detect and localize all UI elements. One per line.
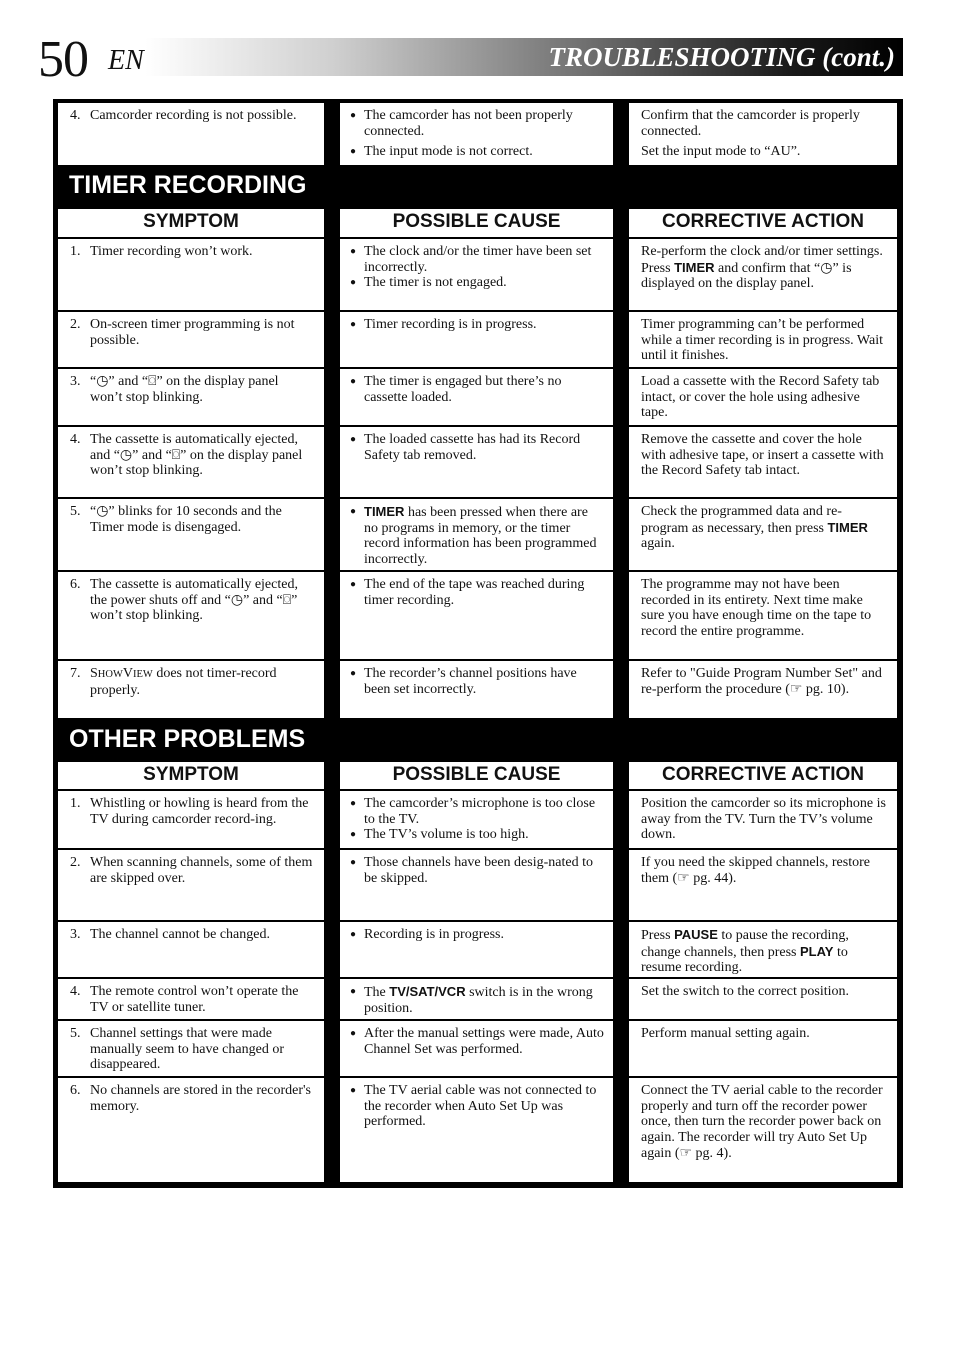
action-part: Press — [641, 260, 675, 276]
cause-item: ● The clock and/or the timer have been set incorrectly. — [350, 244, 605, 275]
action-text — [641, 260, 889, 292]
table-row-cause — [340, 1078, 613, 1182]
symptom-text: Timer recording won’t work. — [90, 244, 253, 259]
column-header-cause: POSSIBLE CAUSE — [340, 762, 613, 789]
cause-part: has been pressed when there are no programs in memory, or the timer record information has been programmed incorrectly. — [364, 505, 597, 568]
showview-trademark: HOW — [97, 669, 123, 680]
row-number: 4. — [70, 108, 81, 123]
symptom-text: The cassette is automatically ejected, the power shuts off and “◷” and “⌼” won’t stop blinking. — [90, 577, 298, 624]
action-part: to pause the recording, change channels, then press — [641, 928, 849, 960]
row-number: 3. — [70, 374, 81, 389]
action-text: If you need the skipped channels, restore them (☞ pg. 44). — [641, 855, 870, 886]
action-text — [641, 504, 889, 552]
row-number: 4. — [70, 432, 81, 447]
column-header-cause: POSSIBLE CAUSE — [340, 209, 613, 237]
table-row-cause — [340, 791, 613, 848]
table-row-cause — [340, 1021, 613, 1076]
symptom-text: No channels are stored in the recorder's memory. — [90, 1083, 311, 1114]
table-row-symptom — [58, 791, 324, 848]
cause-item: ● The camcorder’s microphone is too close to the TV. — [350, 796, 605, 827]
button-key-label: TIMER — [364, 504, 405, 519]
action-text: Remove the cassette and cover the hole with adhesive tape, or insert a cassette with the Record Safety tab intact. — [641, 432, 884, 479]
table-row-cause — [340, 979, 613, 1019]
table-row-cause — [340, 239, 613, 310]
table-row-symptom — [58, 312, 324, 367]
action-text: Connect the TV aerial cable to the recorder properly and turn off the recorder power once, then turn the recorder power back on again. The recorder will try Auto Set Up again (☞ pg. 4). — [641, 1083, 883, 1161]
table-row-symptom — [58, 369, 324, 425]
table-row-symptom — [58, 1078, 324, 1182]
action-text: Set the switch to the correct position. — [641, 984, 850, 999]
symptom-text — [90, 666, 314, 698]
table-row-action — [629, 369, 897, 425]
cause-part: switch is in the wrong position. — [364, 985, 593, 1016]
table-row-cause — [340, 499, 613, 570]
table-row-cause — [340, 312, 613, 367]
action-text: The programme may not have been recorded in its entirety. Next time make sure you have enough time on the tape to record the entire programme. — [641, 577, 872, 640]
action-text: Set the input mode to “AU”. — [641, 144, 801, 160]
row-number: 5. — [70, 1026, 81, 1041]
button-key-label: PAUSE — [674, 927, 718, 942]
symptom-text: Whistling or howling is heard from the TV during camcorder record-ing. — [90, 796, 309, 827]
table-row-action — [629, 791, 897, 848]
cause-item — [350, 984, 605, 1016]
row-number: 7. — [70, 666, 81, 681]
table-row-action — [629, 1078, 897, 1182]
symptom-text: When scanning channels, some of them are skipped over. — [90, 855, 313, 886]
table-row-symptom — [58, 850, 324, 920]
action-text — [641, 927, 889, 976]
cause-item: ● The camcorder has not been properly connected. — [350, 108, 605, 139]
column-header-symptom: SYMPTOM — [58, 762, 324, 789]
action-part: again. — [641, 536, 675, 552]
row-number: 1. — [70, 244, 81, 259]
table-row-symptom — [58, 499, 324, 570]
table-row-action — [629, 979, 897, 1019]
table-row-action — [629, 922, 897, 977]
symptom-text: “◷” blinks for 10 seconds and the Timer mode is disengaged. — [90, 504, 282, 535]
symptom-text: Channel settings that were made manually seem to have changed or disappeared. — [90, 1026, 284, 1073]
action-part: to resume recording. — [641, 944, 848, 976]
cause-item: ● The TV aerial cable was not connected to the recorder when Auto Set Up was performed. — [350, 1083, 605, 1130]
section-title-timer-recording: TIMER RECORDING — [69, 171, 307, 199]
table-row-action — [629, 572, 897, 659]
table-row-cause — [340, 572, 613, 659]
switch-label: TV/SAT/VCR — [389, 984, 466, 999]
column-header-symptom: SYMPTOM — [58, 209, 324, 237]
page-header — [0, 30, 954, 90]
row-number: 6. — [70, 1083, 81, 1098]
table-row-symptom — [58, 239, 324, 310]
action-part: Press — [641, 928, 675, 943]
action-text: Perform manual setting again. — [641, 1026, 810, 1041]
action-text: Position the camcorder so its microphone is away from the TV. Turn the TV’s volume down. — [641, 796, 886, 843]
action-text: Timer programming can’t be performed while a timer recording is in progress. Wait until it finishes. — [641, 317, 883, 364]
table-row-cause — [340, 103, 613, 165]
page-title: TROUBLESHOOTING (cont.) — [548, 42, 895, 72]
table-row-action — [629, 239, 897, 310]
row-number: 2. — [70, 317, 81, 332]
symptom-text: “◷” and “⌼” on the display panel won’t stop blinking. — [90, 374, 279, 405]
action-text: Confirm that the camcorder is properly connected. — [641, 108, 860, 139]
cause-item: ● Timer recording is in progress. — [350, 317, 605, 333]
section-title-other-problems: OTHER PROBLEMS — [69, 725, 306, 753]
action-part: Check the programmed data and re-program as necessary, then press — [641, 504, 842, 536]
symptom-text: The cassette is automatically ejected, and “◷” and “⌼” on the display panel won’t stop blinking. — [90, 432, 303, 479]
showview-trademark: V — [122, 666, 133, 681]
cause-item: ● Those channels have been desig-nated to be skipped. — [350, 855, 605, 886]
table-row-action — [629, 427, 897, 497]
table-row-action — [629, 850, 897, 920]
symptom-text: On-screen timer programming is not possible. — [90, 317, 295, 348]
cause-item: ● After the manual settings were made, Auto Channel Set was performed. — [350, 1026, 605, 1057]
table-row-action — [629, 499, 897, 570]
column-header-action: CORRECTIVE ACTION — [629, 209, 897, 237]
table-row-action — [629, 661, 897, 718]
symptom-text: The remote control won’t operate the TV or satellite tuner. — [90, 984, 299, 1015]
row-number: 2. — [70, 855, 81, 870]
action-text: Refer to "Guide Program Number Set" and re-perform the procedure (☞ pg. 10). — [641, 666, 882, 697]
table-row-symptom — [58, 1021, 324, 1076]
column-header-action: CORRECTIVE ACTION — [629, 762, 897, 789]
row-number: 3. — [70, 927, 81, 942]
row-number: 4. — [70, 984, 81, 999]
symptom-text: Camcorder recording is not possible. — [90, 108, 297, 123]
cause-item: ● The loaded cassette has had its Record Safety tab removed. — [350, 432, 605, 463]
showview-trademark: S — [90, 666, 98, 681]
page-number: 50 — [38, 31, 88, 88]
table-row-cause — [340, 661, 613, 718]
language-code: EN — [108, 45, 144, 76]
table-row-cause — [340, 369, 613, 425]
button-key-label: PLAY — [800, 943, 834, 959]
table-row-action — [629, 1021, 897, 1076]
action-text: Load a cassette with the Record Safety tab intact, or cover the hole using adhesive tape. — [641, 374, 880, 421]
cause-item — [350, 504, 605, 568]
table-row-symptom — [58, 979, 324, 1019]
symptom-part: does not timer-record properly. — [90, 666, 277, 698]
symptom-text: The channel cannot be changed. — [90, 927, 270, 942]
row-number: 1. — [70, 796, 81, 811]
table-row-cause — [340, 922, 613, 977]
cause-item: ● Recording is in progress. — [350, 927, 605, 943]
table-row-cause — [340, 850, 613, 920]
cause-item: ● The end of the tape was reached during timer recording. — [350, 577, 605, 608]
cause-item: ● The recorder’s channel positions have been set incorrectly. — [350, 666, 605, 697]
cause-item: ● The timer is engaged but there’s no cassette loaded. — [350, 374, 605, 405]
action-text: Re-perform the clock and/or timer settings. — [641, 244, 883, 259]
row-number: 5. — [70, 504, 81, 519]
table-row-symptom — [58, 922, 324, 977]
header-bar — [145, 38, 903, 76]
cause-item: ● The TV’s volume is too high. — [350, 827, 605, 843]
table-row-symptom — [58, 427, 324, 497]
button-key-label: TIMER — [674, 259, 715, 275]
table-row-action — [629, 312, 897, 367]
cause-item: ● The timer is not engaged. — [350, 275, 605, 291]
table-row-symptom — [58, 103, 324, 165]
showview-trademark: IEW — [133, 669, 153, 680]
action-part: and confirm that “◷” is displayed on the display panel. — [641, 260, 852, 292]
button-key-label: TIMER — [827, 519, 868, 535]
row-number: 6. — [70, 577, 81, 592]
table-row-cause — [340, 427, 613, 497]
table-row-symptom — [58, 572, 324, 659]
table-row-action — [629, 103, 897, 165]
cause-item: ● The input mode is not correct. — [350, 144, 605, 160]
table-row-symptom — [58, 661, 324, 718]
cause-part: The — [364, 985, 390, 1000]
